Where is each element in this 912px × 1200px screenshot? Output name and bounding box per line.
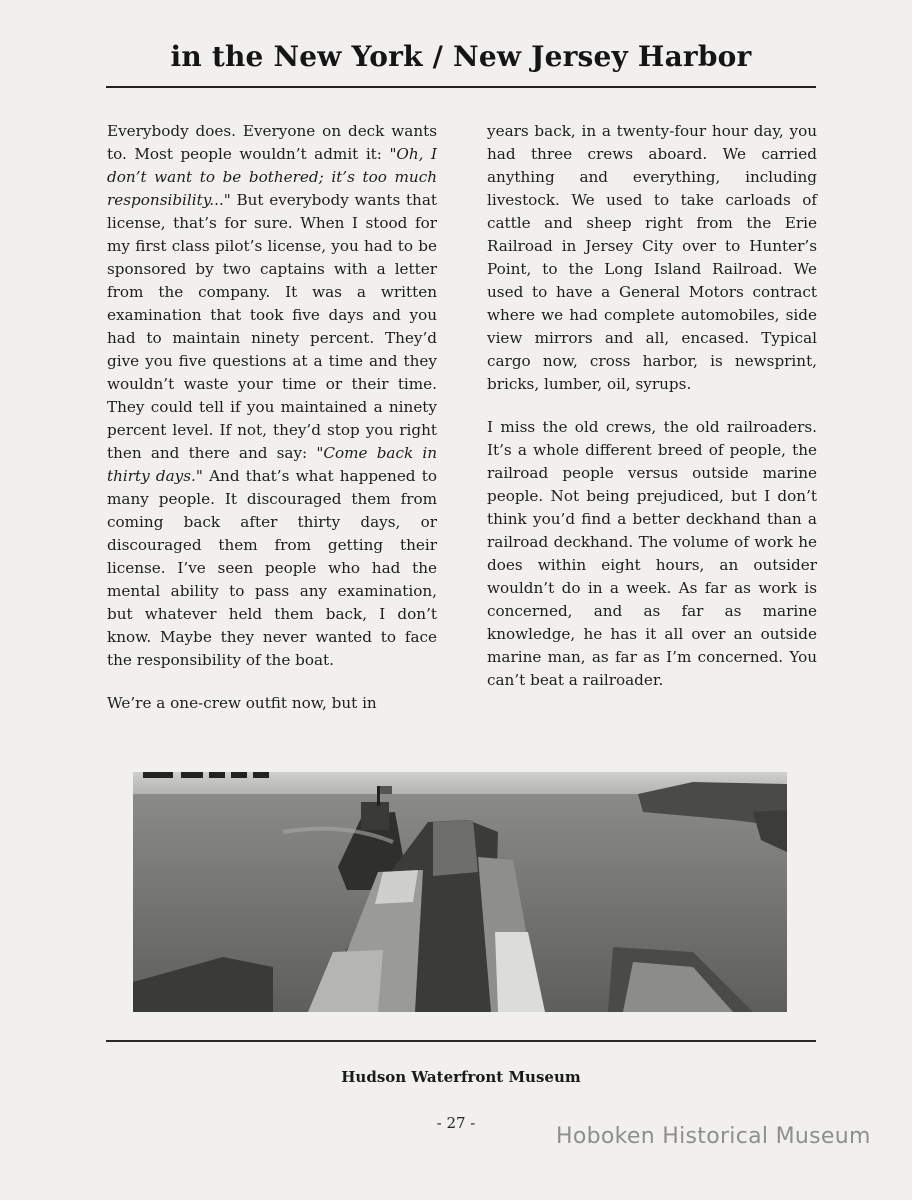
- harbor-photo: [133, 772, 787, 1012]
- footer-rule: [106, 1040, 816, 1042]
- footer-title: Hudson Waterfront Museum: [341, 1068, 581, 1086]
- right-column: [487, 120, 817, 712]
- page-header-title: in the New York / New Jersey Harbor: [170, 40, 752, 73]
- left-paragraph-1: [107, 120, 437, 672]
- watermark: Hoboken Historical Museum: [556, 1124, 871, 1149]
- quote-run: "Oh, I don’t want to be bothered; it’s too much responsibility...": [107, 145, 438, 209]
- text-run: But everybody wants that license, that’s for sure. When I stood for my first class pilot’s license, you had to be sponsored by two captains with a letter from the company. It was a written examination that took five days and you had to maintain ninety percent. They’d give you five questions at a time and they wouldn’t waste your time or their time. They could tell if you maintained a ninety percent level. If not, they’d stop you right then and there and say:: [107, 191, 437, 462]
- tugboat-and-car-float-image: [133, 772, 787, 1012]
- page-number: - 27 -: [436, 1114, 476, 1132]
- right-paragraph-2: I miss the old crews, the old railroaders. It’s a whole different breed of people, the railroad people versus outside marine people. Not being prejudiced, but I don’t think you’d find a better deckhand than a railroad deckhand. The volume of work he does within eight hours, an outsider wouldn’t do in a week. As far as work is concerned, and as far as marine knowledge, he has it all over an outside marine man, as far as I’m concerned. You can’t beat a railroader.: [487, 418, 817, 689]
- quote-run: "Come back in thirty days.": [107, 444, 438, 485]
- header-rule: [106, 86, 816, 88]
- left-column: [107, 120, 437, 735]
- text-run: And that’s what happened to many people. It discouraged them from coming back after thirty days, or discouraged them from getting their license. I’ve seen people who had the mental ability to pass any examination, but whatever held them back, I don’t know. Maybe they never wanted to face the responsibility of the boat.: [107, 467, 437, 669]
- left-paragraph-2: We’re a one-crew outfit now, but in: [107, 694, 377, 712]
- right-paragraph-1: years back, in a twenty-four hour day, you had three crews aboard. We carried anything and everything, including livestock. We used to take carloads of cattle and sheep right from the Erie Railroad in Jersey City over to Hunter’s Point, to the Long Island Railroad. We used to have a General Motors contract where we had complete automobiles, side view mirrors and all, encased. Typical cargo now, cross harbor, is newsprint, bricks, lumber, oil, syrups.: [487, 122, 817, 393]
- text-run: Everybody does. Everyone on deck wants to. Most people wouldn’t admit it:: [107, 122, 437, 163]
